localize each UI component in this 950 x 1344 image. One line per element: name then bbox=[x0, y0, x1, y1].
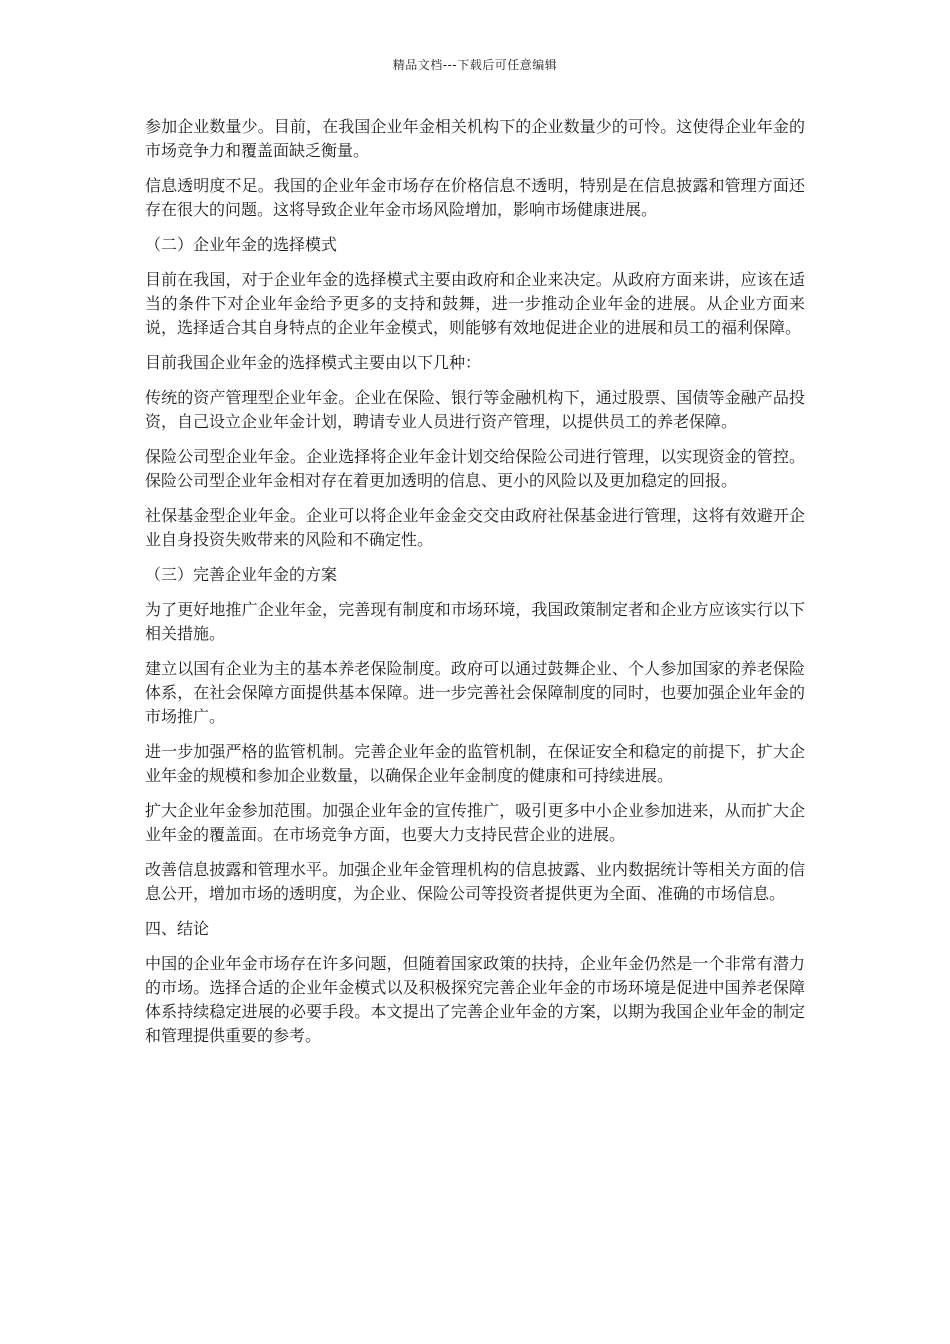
paragraph-disclosure: 改善信息披露和管理水平。加强企业年金管理机构的信息披露、业内数据统计等相关方面的信息公开，增加市场的透明度，为企业、保险公司等投资者提供更为全面、准确的市场信息。 bbox=[145, 860, 805, 903]
paragraph-transparency: 信息透明度不足。我国的企业年金市场存在价格信息不透明，特别是在信息披露和管理方面还存在很大的问题。这将导致企业年金市场风险增加，影响市场健康进展。 bbox=[145, 176, 805, 219]
section-heading-conclusion: 四、结论 bbox=[145, 919, 210, 938]
paragraph-modes-lead: 目前我国企业年金的选择模式主要由以下几种： bbox=[145, 353, 482, 372]
paragraph-selection-intro: 目前在我国，对于企业年金的选择模式主要由政府和企业来决定。从政府方面来讲，应该在适当的条件下对企业年金给予更多的支持和鼓舞，进一步推动企业年金的进展。从企业方面来说，选择适合其自身特点的企业年金模式，则能够有效地促进企业的进展和员工的福利保障。 bbox=[145, 270, 805, 337]
page-header: 精品文档---下载后可任意编辑 bbox=[392, 58, 558, 72]
section-heading-improvement-plan: （三）完善企业年金的方案 bbox=[145, 565, 338, 584]
paragraph-expand-scope: 扩大企业年金参加范围。加强企业年金的宣传推广，吸引更多中小企业参加进来，从而扩大企业年金的覆盖面。在市场竞争方面，也要大力支持民营企业的进展。 bbox=[145, 801, 805, 844]
paragraph-supervision: 进一步加强严格的监管机制。完善企业年金的监管机制，在保证安全和稳定的前提下，扩大企业年金的规模和参加企业数量，以确保企业年金制度的健康和可持续进展。 bbox=[145, 742, 805, 785]
document-body bbox=[145, 115, 805, 1059]
paragraph-asset-management: 传统的资产管理型企业年金。企业在保险、银行等金融机构下，通过股票、国债等金融产品投资，自己设立企业年金计划，聘请专业人员进行资产管理，以提供员工的养老保障。 bbox=[145, 388, 805, 431]
paragraph-plan-intro: 为了更好地推广企业年金，完善现有制度和市场环境，我国政策制定者和企业方应该实行以下相关措施。 bbox=[145, 600, 805, 643]
paragraph-social-security-fund: 社保基金型企业年金。企业可以将企业年金金交交由政府社保基金进行管理，这将有效避开企业自身投资失败带来的风险和不确定性。 bbox=[145, 506, 805, 549]
paragraph-insurance-company: 保险公司型企业年金。企业选择将企业年金计划交给保险公司进行管理，以实现资金的管控。保险公司型企业年金相对存在着更加透明的信息、更小的风险以及更加稳定的回报。 bbox=[145, 447, 805, 490]
paragraph-conclusion: 中国的企业年金市场存在许多问题，但随着国家政策的扶持，企业年金仍然是一个非常有潜力的市场。选择合适的企业年金模式以及积极探究完善企业年金的市场环境是促进中国养老保障体系持续稳定进展的必要手段。本文提出了完善企业年金的方案，以期为我国企业年金的制定和管理提供重要的参考。 bbox=[145, 954, 805, 1045]
paragraph-participation: 参加企业数量少。目前，在我国企业年金相关机构下的企业数量少的可怜。这使得企业年金的市场竞争力和覆盖面缺乏衡量。 bbox=[145, 117, 805, 160]
section-heading-selection-mode: （二）企业年金的选择模式 bbox=[145, 235, 338, 254]
paragraph-basic-pension: 建立以国有企业为主的基本养老保险制度。政府可以通过鼓舞企业、个人参加国家的养老保险体系，在社会保障方面提供基本保障。进一步完善社会保障制度的同时，也要加强企业年金的市场推广。 bbox=[145, 659, 805, 726]
